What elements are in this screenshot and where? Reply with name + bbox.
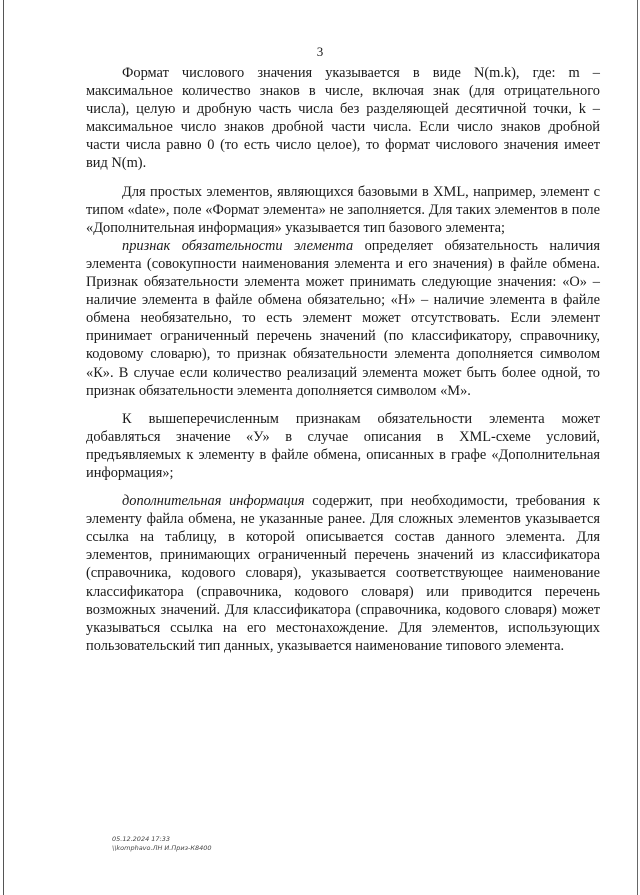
paragraph-number-format: Формат числового значения указывается в виде N(m.k), где: m – максимальное количество знаков в числе, включая знак (для отрицательного числа), целую и дробную часть числа без разделяющей десятичной точки, k – максимальное число знаков дробной части числа. Если число знаков дробной части числа равно 0 (то есть число целое), то формат числового значения имеет вид N(m). <box>86 65 600 172</box>
scan-edge-left <box>3 0 4 895</box>
footer-path: \\komphavo.ЛН И.Приз-К8400 <box>112 844 212 852</box>
term-required-flag: признак обязательности элемента <box>122 237 354 254</box>
paragraph-required-flag-text: определяет обязательность наличия элемента (совокупности наименования элемента и его значения) в файле обмена. Признак обязательности элемента может принимать следующие значения: «О» – наличие элемента в файле обмена обязательно; «Н» – наличие элемента в файле обмена необязательно, то есть элемент может отсутствовать. Если элемент принимает ограниченный перечень значений (по классификатору, справочнику, кодовому словарю), то признак обязательности элемента дополняется символом «К». В случае если количество реализаций элемента может быть более одной, то признак обязательности элемента дополняется символом «М». <box>86 237 600 399</box>
footer-timestamp: 05.12.2024 17:33 <box>112 835 171 843</box>
document-body <box>86 64 600 665</box>
page-number: 3 <box>316 44 324 59</box>
paragraph-additional-info <box>86 492 600 655</box>
paragraph-required-flag <box>86 237 600 400</box>
term-additional-info: дополнительная информация <box>122 493 305 510</box>
paragraph-additional-info-text: содержит, при необходимости, требования к элементу файла обмена, не указанные ранее. Для сложных элементов указывается ссылка на таблицу, в которой описывается состав данного элемента. Для элементов, принимающих ограниченный перечень значений из классификатора (справочника, кодового словаря), указывается соответствующее наименование классификатора (справочника, кодового словаря) или приводится перечень возможных значений. Для классификатора (справочника, кодового словаря) может указываться ссылка на его местонахождение. Для элементов, использующих пользовательский тип данных, указывается наименование типового элемента. <box>86 493 600 654</box>
paragraph-conditional-flag: К вышеперечисленным признакам обязательности элемента может добавляться значение «У» в случае описания в XML-схеме условий, предъявляемых к элементу в файле обмена, описанных в графе «Дополнительная информация»; <box>86 410 600 481</box>
print-footer <box>112 835 212 853</box>
paragraph-simple-elements: Для простых элементов, являющихся базовыми в XML, например, элемент с типом «date», поле «Формат элемента» не заполняется. Для таких элементов в поле «Дополнительная информация» указывается тип базового элемента; <box>86 183 600 236</box>
scan-edge-right <box>637 0 638 895</box>
